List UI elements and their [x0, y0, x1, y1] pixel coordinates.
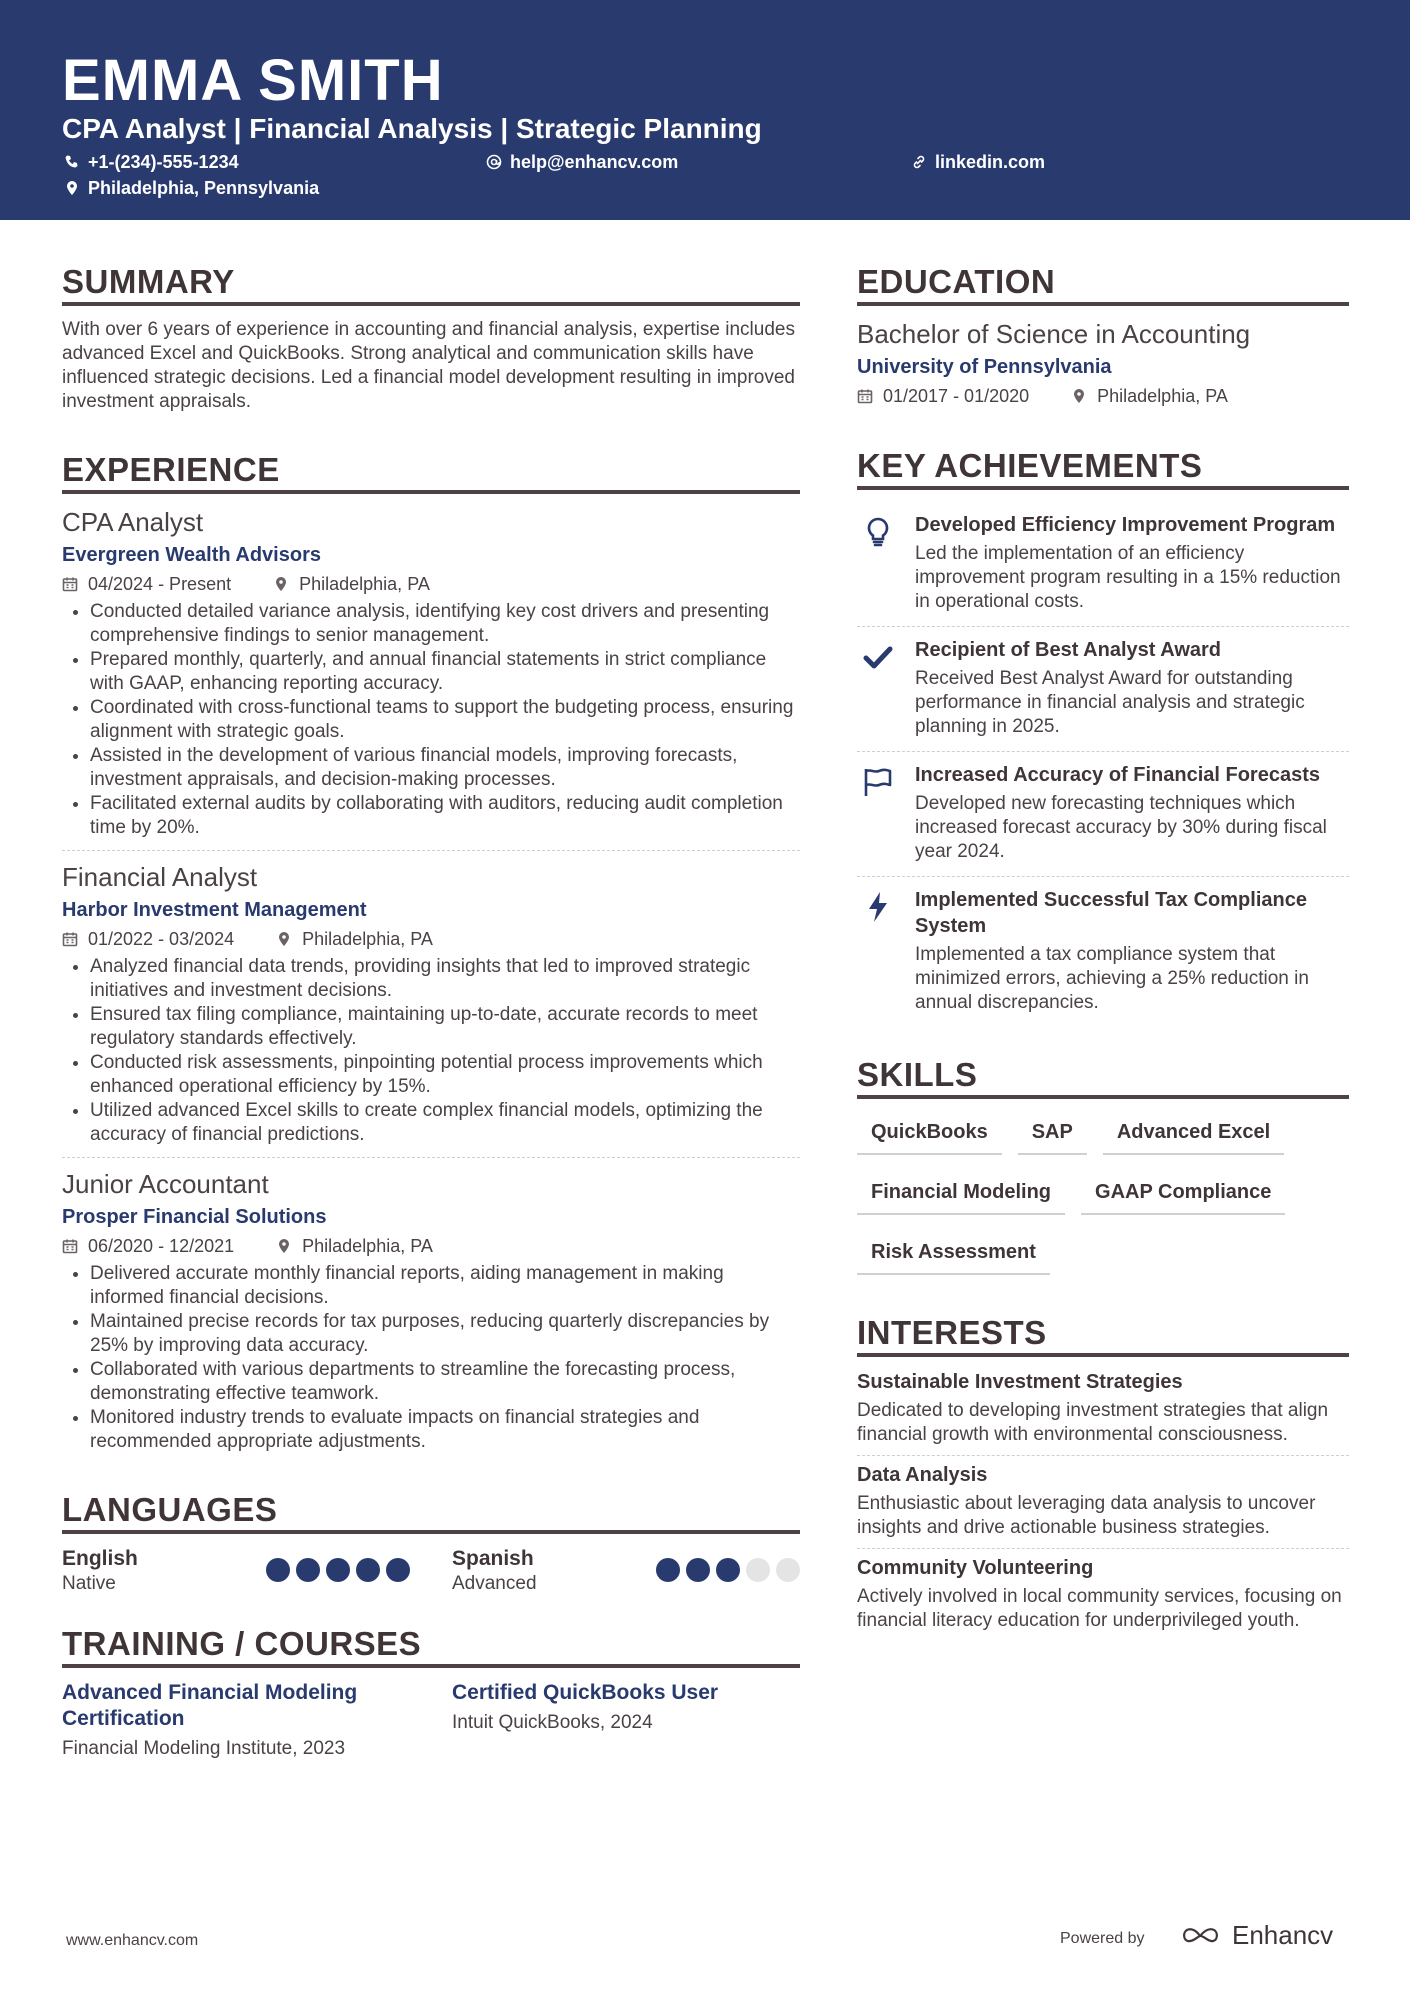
language-level: Native	[62, 1573, 116, 1594]
skill-tag: Financial Modeling	[857, 1171, 1065, 1215]
languages-list	[62, 1546, 800, 1596]
interest-desc: Enthusiastic about leveraging data analysis to uncover insights and drive actionable business strategies.	[857, 1493, 1316, 1538]
course-item	[62, 1680, 392, 1762]
job-bullet: • Utilized advanced Excel skills to create complex financial models, optimizing the accuracy of financial predictions.	[90, 1099, 800, 1147]
proficiency-dot	[716, 1558, 740, 1582]
skills-list	[857, 1111, 1349, 1275]
skill-tag: QuickBooks	[857, 1111, 1002, 1155]
location-pin-icon	[64, 180, 80, 196]
calendar-icon	[62, 931, 78, 947]
candidate-name: EMMA SMITH	[62, 48, 444, 113]
proficiency-dot	[356, 1558, 380, 1582]
course-provider: Financial Modeling Institute, 2023	[62, 1738, 346, 1759]
job-company: Prosper Financial Solutions	[62, 1206, 327, 1228]
job-bullets	[62, 955, 800, 1147]
interests-list	[857, 1369, 1349, 1633]
training-section	[62, 1624, 800, 1762]
job-entry	[62, 506, 800, 840]
job-location: Philadelphia, PA	[302, 1236, 433, 1256]
calendar-icon	[62, 1238, 78, 1254]
job-bullets	[62, 600, 800, 840]
job-dates: 06/2020 - 12/2021	[88, 1236, 235, 1256]
language-name: Spanish	[452, 1547, 534, 1570]
interest-desc: Actively involved in local community services, focusing on financial literacy education for underprivileged youth.	[857, 1586, 1342, 1631]
footer-powered-by: Powered by	[1060, 1930, 1145, 1947]
job-dates: 01/2022 - 03/2024	[88, 929, 235, 949]
job-bullet: • Conducted risk assessments, pinpointing potential process improvements which enhanced operational efficiency by 15%.	[90, 1051, 800, 1099]
footer-brand-text: Enhancv	[1232, 1920, 1334, 1950]
achievement-item	[857, 502, 1349, 624]
proficiency-dot	[686, 1558, 710, 1582]
lightning-icon	[857, 887, 899, 1015]
at-icon	[486, 154, 502, 170]
interest-item	[857, 1369, 1349, 1447]
right-column	[857, 262, 1349, 1633]
footer-brand-logo[interactable]	[1180, 1920, 1333, 1951]
languages-section	[62, 1490, 800, 1596]
achievement-title: Recipient of Best Analyst Award	[915, 639, 1221, 661]
skills-section	[857, 1055, 1349, 1275]
training-list	[62, 1680, 800, 1762]
proficiency-dot	[266, 1558, 290, 1582]
skill-tag: SAP	[1018, 1111, 1087, 1155]
course-title: Advanced Financial Modeling Certification	[62, 1681, 358, 1730]
achievement-desc: Developed new forecasting techniques which increased forecast accuracy by 30% during fiscal year 2024.	[915, 793, 1327, 862]
proficiency-dot	[656, 1558, 680, 1582]
section-title-achievements: KEY ACHIEVEMENTS	[857, 446, 1349, 490]
job-bullet: • Facilitated external audits by collaborating with auditors, reducing audit completion time by 20%.	[90, 792, 800, 840]
achievement-desc: Led the implementation of an efficiency improvement program resulting in a 15% reduction in operational costs.	[915, 543, 1341, 612]
job-company: Evergreen Wealth Advisors	[62, 544, 321, 566]
job-entry	[62, 1168, 800, 1454]
link-icon	[911, 154, 927, 170]
job-company: Harbor Investment Management	[62, 899, 367, 921]
education-degree: Bachelor of Science in Accounting	[857, 319, 1251, 349]
job-divider	[62, 850, 800, 851]
calendar-icon	[62, 576, 78, 592]
achievements-list	[857, 502, 1349, 1025]
phone-text: +1-(234)-555-1234	[88, 152, 239, 172]
job-role: Financial Analyst	[62, 862, 258, 892]
interests-section	[857, 1313, 1349, 1633]
achievement-desc: Implemented a tax compliance system that minimized errors, achieving a 25% reduction in annual discrepancies.	[915, 944, 1309, 1013]
job-bullets	[62, 1262, 800, 1454]
email-text: help@enhancv.com	[510, 152, 679, 172]
experience-section	[62, 450, 800, 1454]
job-location: Philadelphia, PA	[302, 929, 433, 949]
candidate-headline: CPA Analyst | Financial Analysis | Strategic Planning	[62, 113, 762, 144]
section-title-education: EDUCATION	[857, 262, 1349, 306]
interest-title: Sustainable Investment Strategies	[857, 1371, 1183, 1393]
section-title-summary: SUMMARY	[62, 262, 800, 306]
course-item	[452, 1680, 782, 1762]
section-title-skills: SKILLS	[857, 1055, 1349, 1099]
job-meta	[62, 1234, 800, 1258]
job-meta	[62, 927, 800, 951]
job-dates: 04/2024 - Present	[88, 574, 232, 594]
interest-item	[857, 1555, 1349, 1633]
calendar-icon	[857, 388, 873, 404]
achievement-title: Implemented Successful Tax Compliance System	[915, 889, 1307, 937]
job-bullet: • Maintained precise records for tax purposes, reducing quarterly discrepancies by 25% by improving data accuracy.	[90, 1310, 800, 1358]
experience-list	[62, 506, 800, 1454]
job-bullet: • Monitored industry trends to evaluate impacts on financial strategies and recommended appropriate adjustments.	[90, 1406, 800, 1454]
checkmark-icon	[857, 637, 899, 739]
enhancv-logo-icon	[1180, 1924, 1224, 1948]
contact-phone[interactable]	[64, 151, 239, 173]
job-entry	[62, 861, 800, 1147]
achievement-desc: Received Best Analyst Award for outstanding performance in financial analysis and strategic planning in 2025.	[915, 668, 1305, 737]
language-item	[452, 1546, 800, 1596]
skill-tag: Risk Assessment	[857, 1231, 1050, 1275]
phone-icon	[64, 154, 80, 170]
left-column	[62, 262, 800, 1762]
interest-divider	[857, 1455, 1349, 1456]
proficiency-dot	[746, 1558, 770, 1582]
job-location: Philadelphia, PA	[299, 574, 430, 594]
contact-location	[64, 177, 319, 199]
resume-header	[0, 0, 1410, 220]
course-title: Certified QuickBooks User	[452, 1681, 719, 1704]
location-pin-icon	[1071, 388, 1087, 404]
job-bullet: • Delivered accurate monthly financial reports, aiding management in making informed financial decisions.	[90, 1262, 800, 1310]
location-text: Philadelphia, Pennsylvania	[88, 178, 320, 198]
lightbulb-icon	[857, 512, 899, 614]
location-pin-icon	[276, 931, 292, 947]
job-divider	[62, 1157, 800, 1158]
interest-title: Data Analysis	[857, 1464, 988, 1486]
achievement-item	[857, 627, 1349, 749]
proficiency-dots	[656, 1558, 800, 1582]
achievement-item	[857, 752, 1349, 874]
language-level: Advanced	[452, 1573, 537, 1594]
language-name: English	[62, 1547, 138, 1570]
proficiency-dots	[266, 1558, 410, 1582]
achievement-title: Increased Accuracy of Financial Forecasts	[915, 764, 1320, 786]
interest-desc: Dedicated to developing investment strategies that align financial growth with environmental consciousness.	[857, 1400, 1329, 1445]
course-provider: Intuit QuickBooks, 2024	[452, 1712, 653, 1733]
education-meta	[857, 384, 1349, 408]
proficiency-dot	[386, 1558, 410, 1582]
skill-tag: Advanced Excel	[1103, 1111, 1284, 1155]
job-bullet: • Ensured tax filing compliance, maintaining up-to-date, accurate records to meet regulatory standards effectively.	[90, 1003, 800, 1051]
achievement-title: Developed Efficiency Improvement Program	[915, 514, 1336, 536]
proficiency-dot	[296, 1558, 320, 1582]
section-title-experience: EXPERIENCE	[62, 450, 800, 494]
job-bullet: • Collaborated with various departments to streamline the forecasting process, demonstrating effective teamwork.	[90, 1358, 800, 1406]
interest-item	[857, 1462, 1349, 1540]
location-pin-icon	[273, 576, 289, 592]
job-bullet: • Conducted detailed variance analysis, identifying key cost drivers and presenting comprehensive findings to senior management.	[90, 600, 800, 648]
achievements-section	[857, 446, 1349, 1025]
interest-title: Community Volunteering	[857, 1557, 1094, 1579]
proficiency-dot	[326, 1558, 350, 1582]
skill-tag: GAAP Compliance	[1081, 1171, 1285, 1215]
education-school: University of Pennsylvania	[857, 356, 1112, 378]
flag-icon	[857, 762, 899, 864]
education-section	[857, 262, 1349, 408]
contact-linkedin[interactable]	[911, 151, 1045, 173]
education-location: Philadelphia, PA	[1097, 386, 1228, 406]
job-bullet: • Coordinated with cross-functional teams to support the budgeting process, ensuring alignment with strategic goals.	[90, 696, 800, 744]
contact-email[interactable]	[486, 151, 678, 173]
section-title-interests: INTERESTS	[857, 1313, 1349, 1357]
job-bullet: • Prepared monthly, quarterly, and annual financial statements in strict compliance with GAAP, enhancing reporting accuracy.	[90, 648, 800, 696]
proficiency-dot	[776, 1558, 800, 1582]
job-meta	[62, 572, 800, 596]
job-role: Junior Accountant	[62, 1169, 269, 1199]
location-pin-icon	[276, 1238, 292, 1254]
achievement-item	[857, 877, 1349, 1025]
education-dates: 01/2017 - 01/2020	[883, 386, 1030, 406]
language-item	[62, 1546, 410, 1596]
footer-url[interactable]: www.enhancv.com	[66, 1932, 199, 1949]
summary-text: With over 6 years of experience in accounting and financial analysis, expertise includes advanced Excel and QuickBooks. Strong analytical and communication skills have influenced strategic decisions. Led a financial model development resulting in improved investment appraisals.	[62, 319, 795, 412]
job-bullet: • Assisted in the development of various financial models, improving forecasts, investment appraisals, and decision-making processes.	[90, 744, 800, 792]
job-bullet: • Analyzed financial data trends, providing insights that led to improved strategic initiatives and investment decisions.	[90, 955, 800, 1003]
section-title-training: TRAINING / COURSES	[62, 1624, 800, 1668]
interest-divider	[857, 1548, 1349, 1549]
section-title-languages: LANGUAGES	[62, 1490, 800, 1534]
job-role: CPA Analyst	[62, 507, 204, 537]
linkedin-text: linkedin.com	[935, 152, 1046, 172]
summary-section	[62, 262, 800, 414]
